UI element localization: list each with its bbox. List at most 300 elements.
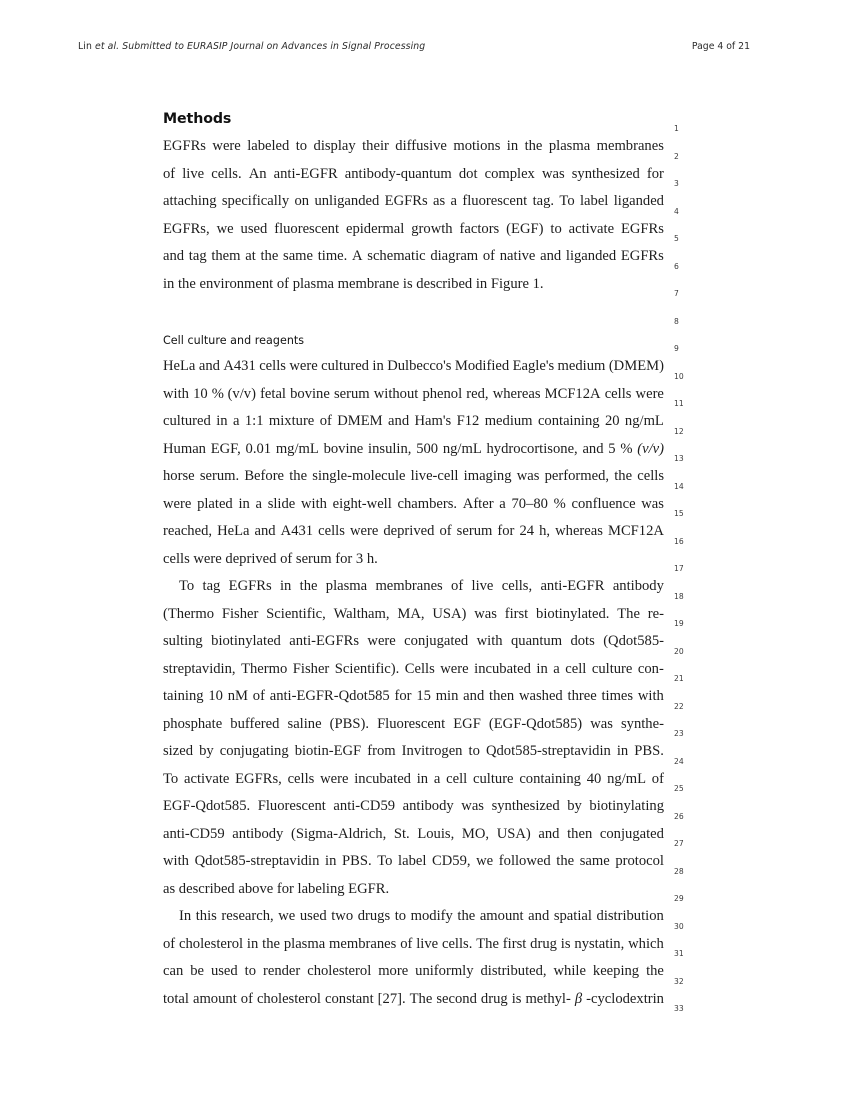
word: and [582, 440, 604, 457]
word: MCF12A [544, 385, 601, 402]
word: is [511, 990, 522, 1007]
word: EGF, [210, 440, 241, 457]
word: serum [456, 523, 493, 539]
word: nystatin, [574, 935, 625, 952]
word: motions [453, 138, 501, 154]
word: live [416, 935, 439, 952]
word: phosphate [163, 715, 223, 732]
word: 70–80 [511, 495, 548, 512]
text-line [163, 958, 664, 986]
word: The [476, 935, 499, 952]
word: anti-EGFR [540, 578, 605, 594]
word: antibody [232, 825, 284, 842]
word: used [240, 220, 268, 237]
word: anti-CD59 [163, 825, 225, 842]
word: a [553, 660, 560, 677]
word: of [451, 578, 464, 594]
word: was [590, 715, 613, 732]
word: in [238, 495, 250, 512]
word: their [362, 138, 389, 154]
word: drugs [357, 908, 391, 924]
line-number: 25 [674, 784, 684, 793]
word: in [246, 935, 259, 952]
word: plasma [325, 578, 368, 594]
running-header-etal: et al. [95, 41, 120, 52]
word: a [232, 413, 240, 429]
word: EGFRs, [163, 220, 210, 237]
line-number: 5 [674, 234, 679, 243]
word: diffusive [395, 138, 447, 154]
line-number: 6 [674, 261, 679, 271]
word: uniformly [415, 963, 474, 979]
text-line [163, 243, 664, 271]
word: protocol [615, 853, 664, 869]
word: for [646, 165, 664, 182]
word: a [450, 193, 458, 209]
word: 0.01 [245, 440, 272, 457]
word: % [553, 495, 566, 512]
word: washed [518, 688, 563, 704]
word: cells [287, 770, 315, 787]
word: liganded [613, 193, 664, 209]
word: MA, [397, 605, 425, 622]
word: for [394, 688, 412, 704]
word: culture [473, 770, 514, 787]
word: Scientific). [334, 660, 400, 677]
word: were [367, 633, 396, 649]
word: culture [591, 660, 633, 677]
text-line [163, 408, 664, 436]
word: biotin-EGF [294, 743, 362, 759]
word: Invitrogen [401, 743, 463, 759]
text-line: in the environment of plasma membrane is described in Figure 1. [163, 275, 544, 292]
word: in [616, 743, 629, 759]
running-header-author: Lin [78, 41, 92, 52]
word: native [499, 248, 536, 264]
word: 24 [519, 523, 535, 539]
word: antibody [612, 578, 664, 594]
word: cells, [501, 578, 533, 594]
word: activate [183, 770, 230, 787]
word: (EGF) [506, 220, 544, 237]
text-line [163, 821, 664, 849]
word: EGF [453, 715, 481, 732]
word: To [179, 578, 195, 594]
word: were [163, 495, 192, 512]
word: as [433, 193, 446, 209]
text-line [163, 683, 664, 711]
word: horse [163, 468, 195, 484]
word: more [378, 963, 409, 979]
word: first [504, 605, 529, 622]
word: slide [267, 495, 296, 512]
text-line [163, 161, 664, 189]
word: 10 [193, 385, 208, 402]
word: fluorescent [462, 193, 528, 209]
word: conjugated [404, 633, 469, 649]
word: to [550, 220, 562, 237]
word: sulting [163, 633, 203, 649]
word: can [163, 963, 184, 979]
word: distributed, [480, 963, 547, 979]
word: and [163, 248, 185, 264]
word: Dulbecco's [387, 358, 452, 374]
word: second [436, 990, 477, 1007]
word: live [182, 165, 205, 182]
word: first [502, 935, 527, 952]
word: membranes [329, 935, 397, 952]
word: then [489, 688, 515, 704]
word: plasma [283, 935, 326, 952]
word: anti-EGFRs [289, 633, 359, 649]
word: in [536, 660, 548, 677]
word: of [163, 935, 176, 952]
word: EGFRs [163, 138, 206, 154]
word: fetal [260, 385, 286, 402]
word: cells. [211, 165, 242, 182]
word: we [476, 853, 494, 869]
word: The [409, 990, 433, 1007]
word: biotinylated [211, 633, 281, 649]
word: without [373, 385, 419, 402]
word: A [352, 248, 363, 264]
word: In [179, 908, 192, 924]
text-line [163, 573, 664, 601]
line-number: 22 [674, 701, 684, 711]
word: [27]. [377, 990, 406, 1007]
text-line [163, 931, 664, 959]
word: cells [604, 385, 632, 402]
word: conjugated [599, 825, 664, 842]
word: in [372, 358, 384, 374]
word: mixture [268, 413, 315, 429]
word: in [216, 413, 228, 429]
line-number: 17 [674, 564, 684, 573]
word: medium [484, 413, 533, 429]
line-number: 11 [674, 399, 684, 408]
word: dot [458, 165, 478, 182]
word: membranes [596, 138, 664, 154]
word: to [295, 138, 308, 154]
word: EGFRs, [235, 770, 282, 787]
line-number: 26 [674, 811, 684, 821]
line-number: 9 [674, 344, 679, 353]
word: with [637, 688, 664, 704]
line-number: 24 [674, 756, 684, 766]
word: incubated [474, 660, 531, 677]
word: the [262, 935, 280, 952]
text-line [163, 793, 664, 821]
word: 1:1 [244, 413, 264, 429]
word: and [540, 248, 562, 264]
word: specifically [221, 193, 290, 209]
word: for [497, 523, 515, 539]
math-symbol: (v/v) [637, 440, 664, 457]
word: min [435, 688, 459, 704]
word: growth [411, 220, 453, 237]
line-number: 18 [674, 591, 684, 601]
word: the [646, 963, 664, 979]
word: and [388, 413, 410, 429]
line-number: 23 [674, 729, 684, 738]
line-number: 2 [674, 151, 679, 161]
word: bovine [323, 440, 364, 457]
line-number: 3 [674, 179, 679, 188]
line-number: 14 [674, 481, 684, 491]
word: label [579, 193, 609, 209]
word: synthesized [571, 165, 640, 182]
text-line [163, 601, 664, 629]
word: To [559, 193, 575, 209]
word: Human [163, 440, 206, 457]
word: PBS. [341, 853, 372, 869]
paragraph-methods-intro [163, 133, 664, 298]
word: Louis, [417, 825, 455, 842]
word: hydrocortisone, [486, 440, 578, 457]
word: tag. [532, 193, 555, 209]
word: conjugating [219, 743, 289, 759]
word: the [260, 248, 279, 264]
word: performed, [544, 468, 610, 484]
word: insulin, [368, 440, 412, 457]
word: and [528, 908, 550, 924]
word: PBS. [634, 743, 664, 759]
line-number: 1 [674, 124, 679, 133]
word: the [289, 468, 308, 484]
word: ng/mL [442, 440, 482, 457]
word: schematic [367, 248, 426, 264]
text-line [163, 216, 664, 244]
text-line [163, 381, 664, 409]
word: with [300, 495, 327, 512]
word: con- [637, 660, 664, 677]
word: this [195, 908, 217, 924]
word: a [499, 495, 506, 512]
word: were [289, 358, 318, 374]
word: time. [317, 248, 348, 264]
word: deprived [383, 523, 435, 539]
line-number: 7 [674, 289, 679, 298]
word: Fisher [221, 605, 259, 622]
line-number: 4 [674, 206, 679, 216]
word: we [216, 220, 234, 237]
page-indicator: Page 4 of 21 [691, 41, 750, 52]
word: After [462, 495, 494, 512]
word: (Sigma-Aldrich, [290, 825, 387, 842]
word: serum. [199, 468, 240, 484]
word: fluorescent [274, 220, 340, 237]
word: saline [287, 715, 322, 732]
word: anti-EGFR [273, 165, 338, 182]
subsection-heading-cell-culture: Cell culture and reagents [163, 333, 305, 347]
word: a [255, 495, 262, 512]
word: cholesterol [256, 990, 321, 1007]
word: liganded [565, 248, 617, 264]
word: of [400, 935, 413, 952]
text-line [163, 656, 664, 684]
word: of [240, 990, 253, 1007]
text-line [163, 848, 664, 876]
word: synthe- [620, 715, 664, 732]
word: taining [163, 688, 204, 704]
word: The [617, 605, 640, 622]
word: % (v/v) [211, 385, 256, 402]
word: live [471, 578, 494, 594]
word: An [248, 165, 267, 182]
word: display [313, 138, 356, 154]
word: USA) [496, 825, 531, 842]
word: (PBS). [329, 715, 369, 732]
text-line [163, 518, 664, 546]
paragraph-cell-culture [163, 353, 664, 573]
word: chambers. [397, 495, 458, 512]
text-line [163, 628, 664, 656]
word: tag [202, 578, 221, 594]
word: them [211, 248, 241, 264]
word: the [556, 853, 575, 869]
text-line [163, 903, 664, 931]
word: cell [446, 770, 468, 787]
word: biotinylating [589, 798, 664, 814]
word: drug [480, 990, 508, 1007]
word: in [325, 853, 337, 869]
text-line [163, 188, 664, 216]
word: whereas [555, 523, 603, 539]
word: was [641, 495, 664, 512]
word: was [541, 165, 565, 182]
word: were [440, 660, 469, 677]
word: HeLa [217, 523, 250, 539]
word: EGFRs [384, 193, 428, 209]
word: by [567, 798, 582, 814]
word: incubated [354, 770, 411, 787]
word: re- [647, 605, 664, 622]
word: drug [530, 935, 557, 952]
word: Scientific, [266, 605, 326, 622]
word: single-molecule [312, 468, 406, 484]
word: cells. [441, 935, 473, 952]
word: 5 [608, 440, 616, 457]
word: plated [197, 495, 233, 512]
text-line [163, 766, 664, 794]
word: while [553, 963, 586, 979]
word: quantum [510, 633, 563, 649]
word: on [294, 193, 310, 209]
word: 10 [208, 688, 223, 704]
word: containing [537, 413, 600, 429]
word: HeLa [163, 358, 196, 374]
word: of [651, 770, 664, 787]
word: spatial [553, 908, 592, 924]
word: labeled [247, 138, 290, 154]
word: and [254, 523, 276, 539]
word: used [299, 908, 327, 924]
word: containing [519, 770, 581, 787]
word: was [516, 468, 540, 484]
word: red, [466, 385, 489, 402]
word: to [394, 908, 407, 924]
word: in [279, 578, 292, 594]
word: biotinylated. [536, 605, 610, 622]
word: is [560, 935, 571, 952]
word: cultured [321, 358, 369, 374]
word: A431 [280, 523, 314, 539]
word: (DMEM) [608, 358, 664, 374]
word: medium [557, 358, 606, 374]
word: followed [498, 853, 551, 869]
word: the [614, 468, 633, 484]
text-line [163, 986, 664, 1014]
paragraph-tagging-protocol [163, 573, 664, 903]
word: synthesized [491, 798, 560, 814]
word: cell [565, 660, 587, 677]
word: tag [188, 248, 207, 264]
word: 15 [416, 688, 431, 704]
word: buffered [230, 715, 280, 732]
word: cells [259, 358, 286, 374]
word: cholesterol [179, 935, 244, 952]
running-header [78, 41, 750, 57]
word: of [163, 165, 176, 182]
word: Ham's [414, 413, 452, 429]
word: imaging [463, 468, 512, 484]
word: factors [459, 220, 500, 237]
word: MCF12A [607, 523, 664, 539]
word: anti-EGFR-Qdot585 [269, 688, 390, 704]
word: (Qdot585- [603, 633, 664, 649]
line-number: 30 [674, 921, 684, 931]
word: which [628, 935, 664, 952]
word: be [190, 963, 204, 979]
word: at [245, 248, 256, 264]
text-line [163, 711, 664, 739]
word: streptavidin, [163, 660, 236, 677]
word: then [567, 825, 593, 842]
word: Modified [454, 358, 510, 374]
word: antibody-quantum [344, 165, 452, 182]
word: 20 [604, 413, 620, 429]
page-title: Methods [163, 111, 232, 127]
word: the [299, 578, 318, 594]
word: (Thermo [163, 605, 215, 622]
word: was [474, 605, 497, 622]
word: phenol [422, 385, 463, 402]
line-number: 20 [674, 646, 684, 656]
word: of [439, 523, 452, 539]
word: in [506, 138, 519, 154]
word: complex [484, 165, 535, 182]
word: of [482, 248, 496, 264]
word: with [163, 853, 189, 869]
text-line [163, 463, 664, 491]
word: cells [637, 468, 664, 484]
word: and [538, 825, 560, 842]
word: the [457, 908, 476, 924]
word: the [524, 138, 543, 154]
word: St. [393, 825, 410, 842]
word: same [579, 853, 610, 869]
word: sized [163, 743, 193, 759]
word: confluence [571, 495, 636, 512]
word: three [567, 688, 597, 704]
word: and [463, 688, 485, 704]
line-number: 27 [674, 839, 684, 848]
line-number: 19 [674, 619, 684, 628]
word: from [367, 743, 396, 759]
word: bovine [290, 385, 330, 402]
word: keeping [592, 963, 640, 979]
word: total [163, 990, 189, 1007]
